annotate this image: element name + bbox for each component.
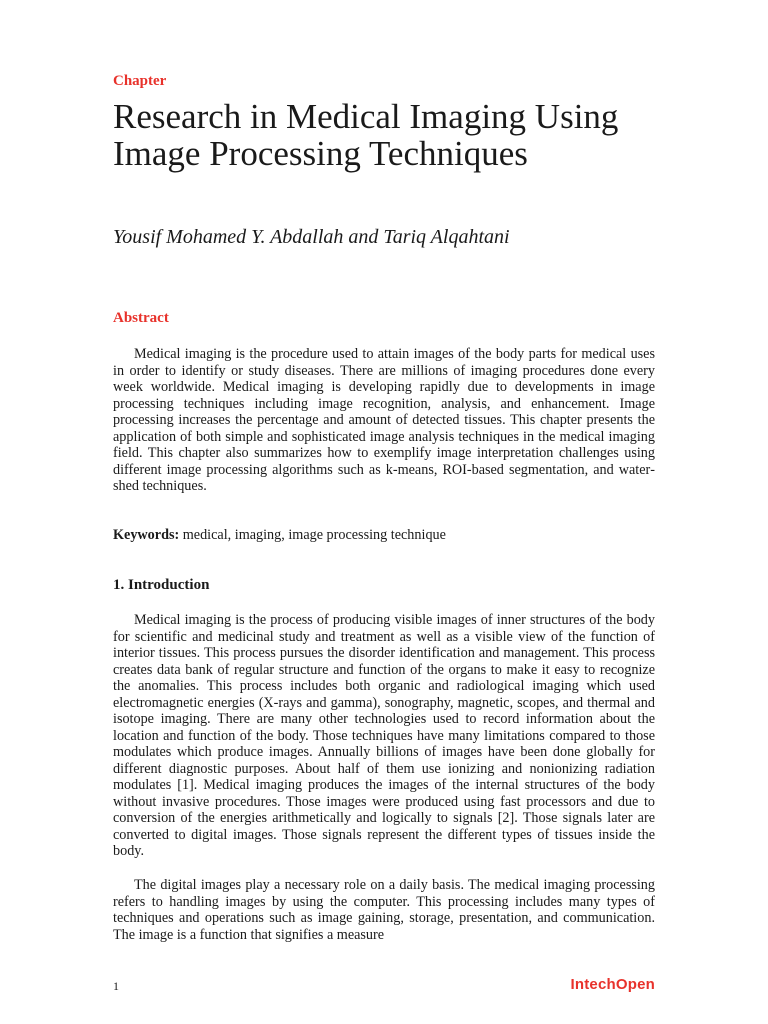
page-title: Research in Medical Imaging Using Image Processing Techniques bbox=[113, 97, 619, 173]
authors: Yousif Mohamed Y. Abdallah and Tariq Alqahtani bbox=[113, 226, 510, 248]
chapter-label: Chapter bbox=[113, 73, 167, 89]
keywords bbox=[113, 527, 446, 544]
page-number: 1 bbox=[113, 979, 119, 993]
section-heading-introduction: 1. Introduction bbox=[113, 577, 210, 593]
introduction-paragraph-1: Medical imaging is the process of producing visible images of inner structures of the body for scientific and medicinal study and treatment as well as a visible view of the function of interior tissues. This process pursues the disorder identification and management. This process creates data bank of regular structure and function of the organs to make it easy to recognize the anomalies. This process includes both organic and radiological imaging which used electromagnetic energies (X-rays and gamma), sonography, magnetic, scopes, and thermal and isotope imaging. There are many other technologies used to record information about the location and function of the body. Those techniques have many limitations compared to those modulates which produce images. Annually billions of images have been done globally for different diagnostic purposes. About half of them use ionizing and nonionizing radiation modulates [1]. Medical imaging produces the images of the internal structures of the body without invasive procedures. Those images were produced using fast processors and due to conversion of the energies arithmetically and logically to signals [2]. Those signals later are converted to digital images. Those signals represent the different types of tissues inside the body. bbox=[113, 612, 655, 859]
keywords-value: medical, imaging, image processing technique bbox=[179, 527, 446, 543]
publisher-logo: IntechOpen bbox=[570, 976, 655, 993]
introduction-paragraph-2: The digital images play a necessary role on a daily basis. The medical imaging processing refers to handling images by using the computer. This processing includes many types of techniques and operations such as image gaining, storage, presentation, and communication. The image is a function that signifies a measure bbox=[113, 877, 655, 943]
abstract-text: Medical imaging is the procedure used to attain images of the body parts for medical uses in order to identify or study diseases. There are millions of imaging procedures done every week worldwide. Medical imaging is developing rapidly due to developments in image processing techniques including image recognition, analysis, and enhancement. Image processing increases the percentage and amount of detected tissues. This chapter presents the application of both simple and sophisticated image analysis techniques in the medical imaging field. This chapter also summarizes how to exemplify image interpretation challenges using different image processing algorithms such as k-means, ROI-based segmentation, and watershed techniques. bbox=[113, 346, 655, 494]
abstract-heading: Abstract bbox=[113, 310, 169, 326]
keywords-label: Keywords: bbox=[113, 527, 180, 543]
